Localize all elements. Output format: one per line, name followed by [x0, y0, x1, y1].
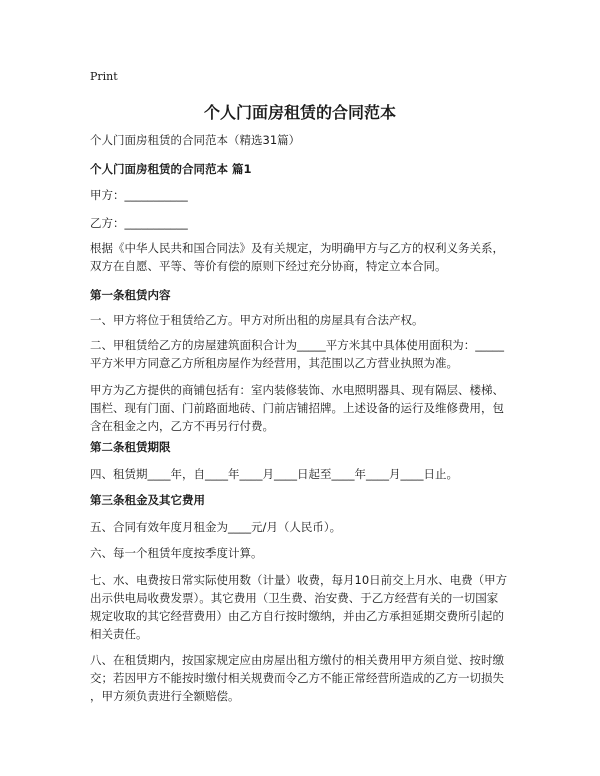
facilities-line: 甲方为乙方提供的商铺包括有：室内装修装饰、水电照明器具、现有隔层、楼梯、 — [90, 383, 504, 397]
page-title: 个人门面房租赁的合同范本 — [203, 103, 396, 122]
clause-4: 四、租赁期____年，自____年____月____日起至____年____月____日止。 — [90, 467, 458, 481]
facilities-line: 围栏、现有门面、门前路面地砖、门前店铺招牌。上述设备的运行及维修费用，包 — [90, 401, 504, 415]
intro-line: 根据《中华人民共和国合同法》及有关规定，为明确甲方与乙方的权利义务关系， — [90, 241, 504, 255]
clause-5: 五、合同有效年度月租金为____元/月（人民币）。 — [90, 520, 342, 534]
article-2-heading: 第二条租赁期限 — [90, 440, 171, 454]
clause-2-line: 二、甲租赁给乙方的房屋建筑面积合计为_____平方米其中具体使用面积为：_____ — [90, 338, 504, 352]
article-3-heading: 第三条租金及其它费用 — [90, 493, 205, 507]
facilities-line: 含在租金之内，乙方不再另行付费。 — [90, 419, 274, 433]
clause-2-line: 平方米甲方同意乙方所租房屋作为经营用，其范围以乙方营业执照为准。 — [90, 356, 458, 370]
party-a-line: 甲方：___________ — [90, 188, 188, 202]
subtitle: 个人门面房租赁的合同范本（精选31篇） — [90, 133, 301, 147]
clause-7-line: 相关责任。 — [90, 627, 148, 641]
clause-1: 一、甲方将位于租赁给乙方。甲方对所出租的房屋具有合法产权。 — [90, 313, 424, 327]
article-1-heading: 第一条租赁内容 — [90, 288, 171, 302]
clause-8-line: 八、在租赁期内，按国家规定应由房屋出租方缴付的相关费用甲方须自觉、按时缴 — [90, 653, 504, 667]
intro-line: 双方在自愿、平等、等价有偿的原则下经过充分协商，特定立本合同。 — [90, 259, 447, 273]
clause-7-line: 出示供电局收费发票）。其它费用（卫生费、治安费、于乙方经营有关的一切国家 — [90, 591, 499, 605]
party-b-line: 乙方：___________ — [90, 216, 188, 230]
print-label: Print — [90, 70, 118, 83]
clause-7-line: 规定收取的其它经营费用）由乙方自行按时缴纳，并由乙方承担延期交费所引起的 — [90, 609, 504, 623]
clause-6: 六、每一个租赁年度按季度计算。 — [90, 546, 263, 560]
clause-8-line: 交；若因甲方不能按时缴付相关规费而令乙方不能正常经营所造成的乙方一切损失 — [90, 671, 504, 685]
section-heading: 个人门面房租赁的合同范本 篇1 — [90, 162, 252, 176]
clause-7-line: 七、水、电费按日常实际使用数（计量）收费，每月10日前交上月水、电费（甲方 — [90, 573, 508, 587]
clause-8-line: ，甲方须负责进行全额赔偿。 — [90, 689, 240, 703]
